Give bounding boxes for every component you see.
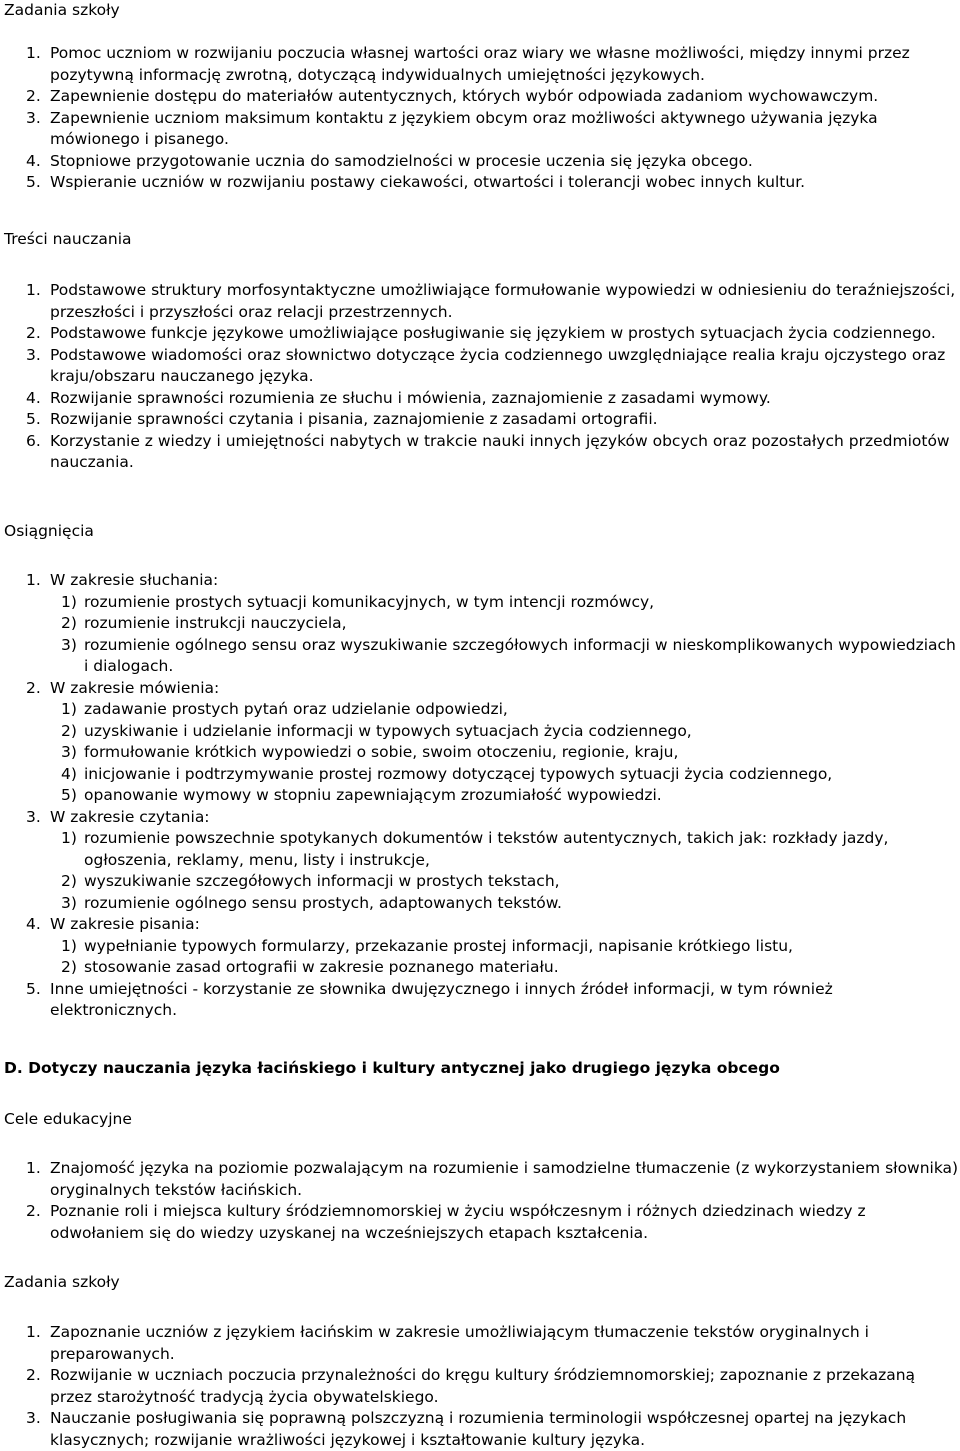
numbered-list (4, 43, 960, 194)
item-number: 2. (26, 87, 41, 105)
sub-item-number: 3) (61, 893, 77, 912)
sub-item-text: rozumienie ogólnego sensu oraz wyszukiwanie szczegółowych informacji w nieskomplikowanych wypowiedziach i dialogach. (84, 635, 956, 675)
list-item (4, 108, 960, 151)
sub-list-item (4, 785, 960, 807)
sub-item-text: rozumienie prostych sytuacji komunikacyjnych, w tym intencji rozmówcy, (84, 592, 655, 611)
list-item (4, 280, 960, 323)
item-text: Nauczanie posługiwania się poprawną polszczyzną i rozumienia terminologii współczesnej opartej na językach klasycznych; rozwijanie wrażliwości językowej i kształtowanie kultury języka. (50, 1409, 907, 1449)
sub-item-text: inicjowanie i podtrzymywanie prostej rozmowy dotyczącej typowych sytuacji życia codziennego, (84, 764, 833, 783)
sub-item-number: 1) (61, 829, 77, 847)
item-text: Podstawowe struktury morfosyntaktyczne umożliwiające formułowanie wypowiedzi w odniesieniu do teraźniejszości, przeszłości i przyszłości oraz relacji przestrzennych. (50, 281, 956, 321)
list-item (4, 914, 960, 936)
list-item (4, 431, 960, 474)
sub-item-number: 2) (61, 958, 77, 976)
numbered-list (4, 570, 960, 1022)
sub-list-item (4, 936, 960, 958)
section-d-title: D. Dotyczy nauczania języka łacińskiego i kultury antycznej jako drugiego języka obcego (4, 1059, 780, 1077)
section-heading: Cele edukacyjne (4, 1110, 132, 1128)
sub-item-text: opanowanie wymowy w stopniu zapewniającym zrozumiałość wypowiedzi. (84, 786, 662, 804)
item-text: Zapewnienie dostępu do materiałów autentycznych, których wybór odpowiada zadaniom wychowawczym. (50, 87, 879, 105)
item-number: 4. (26, 388, 41, 407)
sub-item-text: wyszukiwanie szczegółowych informacji w prostych tekstach, (84, 872, 560, 890)
item-text: Rozwijanie sprawności czytania i pisania, zaznajomienie z zasadami ortografii. (50, 410, 658, 428)
item-number: 1. (26, 281, 41, 299)
sub-item-number: 2) (61, 614, 77, 632)
sub-list-item (4, 957, 960, 979)
list-item (4, 1365, 960, 1408)
list-item (4, 1408, 960, 1451)
item-text: Zapewnienie uczniom maksimum kontaktu z językiem obcym oraz możliwości aktywnego używania języka mówionego i pisanego. (50, 108, 878, 148)
sub-item-text: rozumienie powszechnie spotykanych dokumentów i tekstów autentycznych, takich jak: rozkłady jazdy, ogłoszenia, reklamy, menu, listy i instrukcje, (84, 829, 889, 869)
sub-list-item (4, 871, 960, 893)
item-text: Inne umiejętności - korzystanie ze słownika dwujęzycznego i innych źródeł informacji, w tym również elektronicznych. (50, 979, 833, 1019)
list-item (4, 570, 960, 592)
list-item (4, 172, 960, 194)
item-text: W zakresie mówienia: (50, 678, 220, 697)
sub-item-number: 3) (61, 743, 77, 761)
section-heading: Zadania szkoły (4, 1273, 120, 1291)
sub-item-number: 5) (61, 786, 77, 804)
sub-item-text: rozumienie instrukcji nauczyciela, (84, 614, 347, 632)
item-number: 3. (26, 108, 41, 127)
sub-item-text: rozumienie ogólnego sensu prostych, adaptowanych tekstów. (84, 893, 562, 912)
item-text: Znajomość języka na poziomie pozwalającym na rozumienie i samodzielne tłumaczenie (z wykorzystaniem słownika) oryginalnych tekstów łacińskich. (50, 1159, 959, 1199)
item-text: Pomoc uczniom w rozwijaniu poczucia własnej wartości oraz wiary we własne możliwości, między innymi przez pozytywną informację zwrotną, dotyczącą indywidualnych umiejętności językowych. (50, 44, 910, 84)
section-heading: Treści nauczania (4, 230, 132, 248)
item-number: 2. (26, 1202, 41, 1220)
sub-item-number: 1) (61, 592, 77, 611)
sub-list-item (4, 592, 960, 614)
item-number: 3. (26, 1409, 41, 1427)
list-item (4, 323, 960, 345)
list-item (4, 1201, 960, 1244)
sub-item-number: 2) (61, 721, 77, 740)
item-text: Wspieranie uczniów w rozwijaniu postawy ciekawości, otwartości i tolerancji wobec innych kultur. (50, 173, 806, 191)
item-number: 2. (26, 1366, 41, 1384)
list-item (4, 409, 960, 431)
sub-item-text: formułowanie krótkich wypowiedzi o sobie, swoim otoczeniu, regionie, kraju, (84, 743, 679, 761)
item-number: 1. (26, 571, 41, 589)
numbered-list (4, 1158, 960, 1244)
sub-item-text: uzyskiwanie i udzielanie informacji w typowych sytuacjach życia codziennego, (84, 721, 692, 740)
section-heading: Osiągnięcia (4, 522, 94, 540)
list-item (4, 1158, 960, 1201)
sub-list-item (4, 828, 960, 871)
item-number: 5. (26, 979, 41, 998)
item-number: 4. (26, 915, 41, 933)
sub-item-text: wypełnianie typowych formularzy, przekazanie prostej informacji, napisanie krótkiego listu, (84, 936, 793, 955)
item-text: Podstawowe wiadomości oraz słownictwo dotyczące życia codziennego uwzględniające realia kraju ojczystego oraz kraju/obszaru nauczanego języka. (50, 345, 946, 385)
item-number: 5. (26, 173, 41, 191)
item-number: 4. (26, 151, 41, 170)
item-text: Podstawowe funkcje językowe umożliwiające posługiwanie się językiem w prostych sytuacjach życia codziennego. (50, 324, 936, 342)
sub-list-item (4, 635, 960, 678)
sub-list-item (4, 699, 960, 721)
item-text: Rozwijanie sprawności rozumienia ze słuchu i mówienia, zaznajomienie z zasadami wymowy. (50, 388, 771, 407)
sub-list-item (4, 742, 960, 764)
list-item (4, 86, 960, 108)
list-item (4, 678, 960, 700)
item-text: W zakresie pisania: (50, 915, 200, 933)
item-text: Poznanie roli i miejsca kultury śródziemnomorskiej w życiu współczesnym i różnych dziedzinach wiedzy z odwołaniem się do wiedzy uzyskanej na wcześniejszych etapach kształcenia. (50, 1202, 866, 1242)
item-text: Stopniowe przygotowanie ucznia do samodzielności w procesie uczenia się języka obcego. (50, 151, 753, 170)
list-item (4, 151, 960, 173)
item-text: W zakresie czytania: (50, 807, 210, 826)
item-number: 1. (26, 1159, 41, 1177)
item-number: 1. (26, 1323, 41, 1341)
item-number: 1. (26, 44, 41, 62)
sub-item-number: 4) (61, 764, 77, 783)
item-number: 3. (26, 345, 41, 364)
item-text: Zapoznanie uczniów z językiem łacińskim w zakresie umożliwiającym tłumaczenie tekstów oryginalnych i preparowanych. (50, 1323, 869, 1363)
item-text: Rozwijanie w uczniach poczucia przynależności do kręgu kultury śródziemnomorskiej; zapoznanie z przekazaną przez starożytność tradycją życia obywatelskiego. (50, 1366, 916, 1406)
sub-list-item (4, 613, 960, 635)
item-number: 5. (26, 410, 41, 428)
list-item (4, 1322, 960, 1365)
sub-item-text: zadawanie prostych pytań oraz udzielanie odpowiedzi, (84, 700, 508, 718)
item-number: 2. (26, 324, 41, 342)
item-number: 3. (26, 807, 41, 826)
item-text: Korzystanie z wiedzy i umiejętności nabytych w trakcie nauki innych języków obcych oraz pozostałych przedmiotów nauczania. (50, 431, 950, 471)
sub-item-number: 3) (61, 635, 77, 654)
sub-item-number: 1) (61, 700, 77, 718)
sub-item-number: 2) (61, 872, 77, 890)
list-item (4, 979, 960, 1022)
list-item (4, 388, 960, 410)
sub-list-item (4, 721, 960, 743)
sub-list-item (4, 764, 960, 786)
item-number: 2. (26, 678, 41, 697)
sub-item-number: 1) (61, 936, 77, 955)
item-number: 6. (26, 431, 41, 450)
numbered-list (4, 1322, 960, 1451)
sub-list-item (4, 893, 960, 915)
list-item (4, 345, 960, 388)
sub-item-text: stosowanie zasad ortografii w zakresie poznanego materiału. (84, 958, 559, 976)
numbered-list (4, 280, 960, 474)
list-item (4, 807, 960, 829)
section-heading: Zadania szkoły (4, 1, 120, 19)
list-item (4, 43, 960, 86)
item-text: W zakresie słuchania: (50, 571, 219, 589)
